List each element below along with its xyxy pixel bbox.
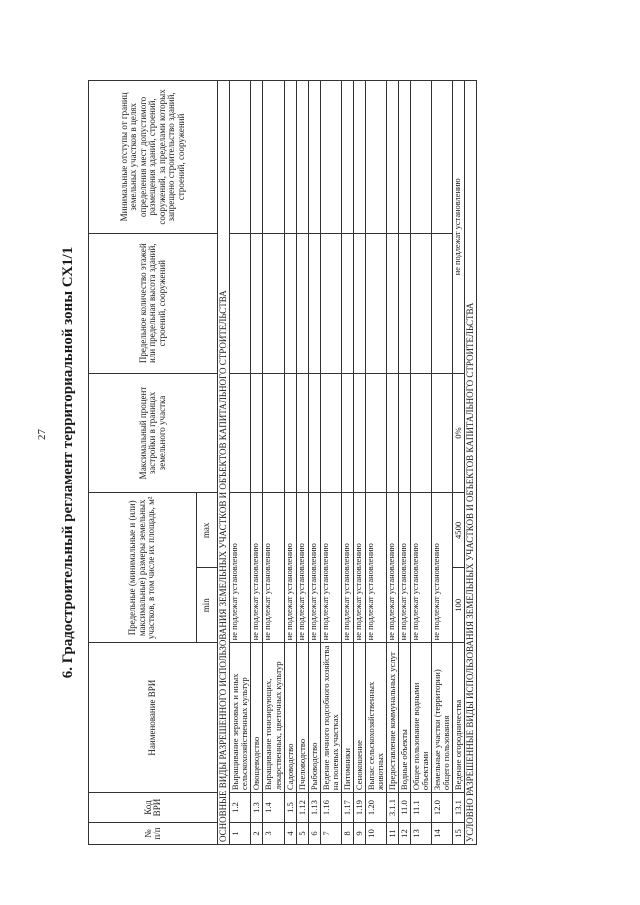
row-name: Выращивание тонизирующих, лекарственных, цветочных культур <box>263 643 284 793</box>
row15-min: 100 <box>452 568 464 643</box>
row15-not-set: не подлежат установлению <box>452 81 464 374</box>
row-num: 8 <box>341 823 353 845</box>
row-not-set: не подлежат установлению <box>431 493 452 643</box>
section-conditional: УСЛОВНО РАЗРЕШЕННЫЕ ВИДЫ ИСПОЛЬЗОВАНИЯ ЗЕМЕЛЬНЫХ УЧАСТКОВ И ОБЪЕКТОВ КАПИТАЛЬНОГО СТРОИТЕЛЬСТВА <box>464 81 476 845</box>
row-name: Сенокошение <box>353 643 365 793</box>
empty-cell <box>296 373 308 493</box>
row-code: 1.19 <box>353 793 365 823</box>
empty-cell <box>308 233 320 373</box>
empty-cell <box>230 233 251 373</box>
empty-cell <box>296 81 308 234</box>
row-name: Предоставление коммунальных услуг <box>386 643 398 793</box>
header-code: Код ВРИ <box>89 793 218 823</box>
row-name: Выращивание зерновых и иных сельскохозяйственных культур <box>230 643 251 793</box>
row-name: Садоводство <box>284 643 296 793</box>
empty-cell <box>365 81 386 234</box>
table-row <box>365 81 386 845</box>
empty-cell <box>386 81 398 234</box>
row15-code: 13.1 <box>452 793 464 823</box>
empty-cell <box>353 233 365 373</box>
header-percent: Максимальный процент застройки в границах земельного участка <box>89 373 218 493</box>
empty-cell <box>320 373 341 493</box>
row-name: Рыбоводство <box>308 643 320 793</box>
empty-cell <box>308 373 320 493</box>
row-code: 1.3 <box>251 793 263 823</box>
header-min: min <box>197 568 218 643</box>
row-code: 12.0 <box>431 793 452 823</box>
regulation-table <box>88 80 477 845</box>
row-code: 1.20 <box>365 793 386 823</box>
empty-cell <box>353 81 365 234</box>
row15-num: 15 <box>452 823 464 845</box>
table-row <box>353 81 365 845</box>
section-main: ОСНОВНЫЕ ВИДЫ РАЗРЕШЕННОГО ИСПОЛЬЗОВАНИЯ ЗЕМЕЛЬНЫХ УЧАСТКОВ И ОБЪЕКТОВ КАПИТАЛЬНОГО СТРОИТЕЛЬСТВА <box>218 81 230 845</box>
row-code: 1.5 <box>284 793 296 823</box>
table-row <box>398 81 410 845</box>
header-name: Наименование ВРИ <box>89 643 218 793</box>
row-not-set: не подлежат установлению <box>410 493 431 643</box>
row-code: 1.12 <box>296 793 308 823</box>
row-code: 1.2 <box>230 793 251 823</box>
row-not-set: не подлежат установлению <box>386 493 398 643</box>
empty-cell <box>284 233 296 373</box>
row-name: Выпас сельскохозяйственных животных <box>365 643 386 793</box>
row-code: 1.13 <box>308 793 320 823</box>
empty-cell <box>308 81 320 234</box>
row-num: 3 <box>263 823 284 845</box>
row-num: 5 <box>296 823 308 845</box>
empty-cell <box>251 81 263 234</box>
row-not-set: не подлежат установлению <box>398 493 410 643</box>
table-row <box>431 81 452 845</box>
row-name: Ведение личного подсобного хозяйства на полевых участках <box>320 643 341 793</box>
row-name: Овощеводство <box>251 643 263 793</box>
empty-cell <box>251 373 263 493</box>
table-row <box>230 81 251 845</box>
empty-cell <box>398 81 410 234</box>
empty-cell <box>263 233 284 373</box>
document-title: 6. Градостроительный регламент территориальной зоны СХ1/1 <box>60 246 76 679</box>
row-not-set: не подлежат установлению <box>296 493 308 643</box>
table-row <box>296 81 308 845</box>
header-floors: Предельное количество этажей или предельная высота зданий, строений, сооружений <box>89 233 218 373</box>
row-code: 11.1 <box>410 793 431 823</box>
row15-max: 4500 <box>452 493 464 568</box>
row-not-set: не подлежат установлению <box>320 493 341 643</box>
table-row <box>410 81 431 845</box>
row-num: 1 <box>230 823 251 845</box>
empty-cell <box>320 81 341 234</box>
row15-name: Ведение огородничества <box>452 643 464 793</box>
row15-percent: 0% <box>452 373 464 493</box>
rotated-page <box>60 80 605 845</box>
empty-cell <box>410 233 431 373</box>
row-not-set: не подлежат установлению <box>365 493 386 643</box>
empty-cell <box>431 233 452 373</box>
row-num: 4 <box>284 823 296 845</box>
empty-cell <box>341 233 353 373</box>
empty-cell <box>341 81 353 234</box>
table-row <box>386 81 398 845</box>
row-code: 1.17 <box>341 793 353 823</box>
row-name: Водные объекты <box>398 643 410 793</box>
row-num: 10 <box>365 823 386 845</box>
row-not-set: не подлежат установлению <box>284 493 296 643</box>
row-name: Общее пользование водными объектами <box>410 643 431 793</box>
table-row <box>251 81 263 845</box>
row-not-set: не подлежат установлению <box>308 493 320 643</box>
row-not-set: не подлежат установлению <box>341 493 353 643</box>
row-num: 13 <box>410 823 431 845</box>
empty-cell <box>431 81 452 234</box>
row-num: 7 <box>320 823 341 845</box>
table-row <box>263 81 284 845</box>
table-row <box>341 81 353 845</box>
row-code: 11.0 <box>398 793 410 823</box>
empty-cell <box>341 373 353 493</box>
empty-cell <box>230 81 251 234</box>
row-num: 6 <box>308 823 320 845</box>
empty-cell <box>410 81 431 234</box>
empty-cell <box>353 373 365 493</box>
table-row <box>308 81 320 845</box>
row-name: Пчеловодство <box>296 643 308 793</box>
row-not-set: не подлежат установлению <box>353 493 365 643</box>
empty-cell <box>386 233 398 373</box>
empty-cell <box>263 81 284 234</box>
empty-cell <box>365 373 386 493</box>
empty-cell <box>284 373 296 493</box>
empty-cell <box>386 373 398 493</box>
empty-cell <box>398 373 410 493</box>
row-num: 11 <box>386 823 398 845</box>
empty-cell <box>263 373 284 493</box>
empty-cell <box>230 373 251 493</box>
row-code: 1.4 <box>263 793 284 823</box>
header-sizes: Предельные (минимальные и (или) максимальные) размеры земельных участков, в том числе их площадь, м² <box>89 493 197 643</box>
row-num: 12 <box>398 823 410 845</box>
empty-cell <box>398 233 410 373</box>
empty-cell <box>284 81 296 234</box>
row-num: 2 <box>251 823 263 845</box>
row-not-set: не подлежат установлению <box>263 493 284 643</box>
table-row <box>284 81 296 845</box>
row-not-set: не подлежат установлению <box>230 493 251 643</box>
row-name: Питомники <box>341 643 353 793</box>
header-max: max <box>197 493 218 568</box>
row-not-set: не подлежат установлению <box>251 493 263 643</box>
empty-cell <box>431 373 452 493</box>
row-name: Земельные участки (территории) общего пользования <box>431 643 452 793</box>
row-code: 3.1.1 <box>386 793 398 823</box>
table-row <box>320 81 341 845</box>
row-num: 14 <box>431 823 452 845</box>
header-setbacks: Минимальные отступы от границ земельных участков в целях определения мест допустимого размещения зданий, строений, сооружений, за пределами которых запрещено строительство зданий, строений, сооружений <box>89 81 218 234</box>
empty-cell <box>410 373 431 493</box>
row-num: 9 <box>353 823 365 845</box>
empty-cell <box>296 233 308 373</box>
row-code: 1.16 <box>320 793 341 823</box>
header-num: № п/п <box>89 823 218 845</box>
empty-cell <box>320 233 341 373</box>
empty-cell <box>365 233 386 373</box>
empty-cell <box>251 233 263 373</box>
page-number: 27 <box>36 429 48 440</box>
